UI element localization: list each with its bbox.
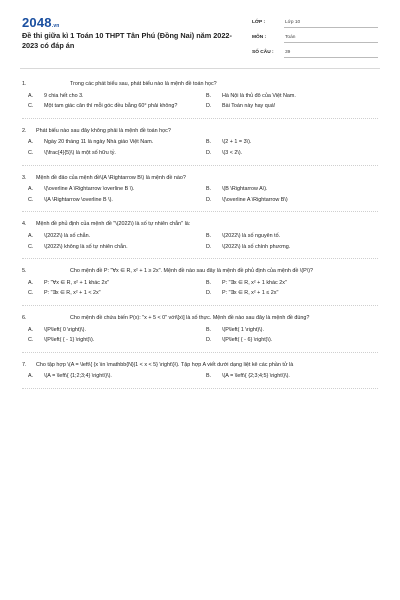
option-letter: A. bbox=[28, 373, 34, 380]
option-text: \(\overline A \Rightarrow B\) bbox=[222, 196, 288, 203]
answer-option[interactable] bbox=[200, 197, 378, 205]
question-header bbox=[22, 268, 378, 276]
answer-option[interactable] bbox=[200, 150, 378, 158]
question-header bbox=[22, 315, 378, 323]
option-letter: C. bbox=[28, 103, 34, 110]
answer-option[interactable] bbox=[22, 327, 200, 335]
option-row bbox=[22, 186, 378, 194]
option-letter: B. bbox=[206, 186, 212, 193]
question-number: 6. bbox=[22, 314, 27, 321]
option-letter: C. bbox=[28, 149, 34, 156]
option-text: \(P\left( { - 1} \right)\). bbox=[44, 337, 95, 344]
question-text: Cho tập hợp \(A = \left\{ {x \in \mathbb{N}|1 < x < 5} \right\}\). Tập hợp A viết dưới dạng liệt kê các phần tử là bbox=[36, 361, 294, 368]
answer-option[interactable] bbox=[22, 233, 200, 241]
question-item bbox=[22, 362, 378, 389]
option-row bbox=[22, 327, 378, 335]
option-letter: A. bbox=[28, 279, 34, 286]
answer-option[interactable] bbox=[200, 233, 378, 241]
answer-option[interactable] bbox=[200, 244, 378, 252]
option-letter: C. bbox=[28, 196, 34, 203]
option-text: \(2 + 1 = 3\). bbox=[222, 139, 252, 146]
option-row bbox=[22, 233, 378, 241]
answer-option[interactable] bbox=[22, 93, 200, 101]
option-text: \(\overline A \Rightarrow \overline B \). bbox=[44, 186, 135, 193]
option-text: P: "∃x ∈ R, x² + 1 < 2x" bbox=[44, 290, 101, 297]
option-letter: D. bbox=[206, 149, 212, 156]
option-row bbox=[22, 373, 378, 381]
meta-value: Lớp 10 bbox=[284, 18, 378, 28]
question-number: 5. bbox=[22, 268, 27, 275]
site-logo[interactable] bbox=[22, 15, 60, 30]
option-row bbox=[22, 197, 378, 205]
answer-option[interactable] bbox=[22, 103, 200, 111]
option-row bbox=[22, 244, 378, 252]
answer-option[interactable] bbox=[200, 280, 378, 288]
answer-option[interactable] bbox=[22, 280, 200, 288]
option-letter: B. bbox=[206, 139, 212, 146]
meta-label: SỐ CÂU : bbox=[252, 50, 274, 55]
option-row bbox=[22, 93, 378, 101]
question-item bbox=[22, 268, 378, 306]
option-letter: A. bbox=[28, 139, 34, 146]
option-row bbox=[22, 139, 378, 147]
logo-suffix: .vn bbox=[51, 23, 60, 29]
option-text: Ngày 20 tháng 11 là ngày Nhà giáo Việt Nam. bbox=[44, 139, 154, 146]
option-row bbox=[22, 103, 378, 111]
option-text: Hà Nội là thủ đô của Việt Nam. bbox=[222, 92, 296, 99]
question-text: Cho mệnh đề chứa biến P(x): "x + 5 < 0" với\[x\] là số thực. Mệnh đề nào sau đây là mệnh đề đúng? bbox=[70, 314, 310, 321]
option-letter: A. bbox=[28, 186, 34, 193]
question-header bbox=[22, 221, 378, 229]
header-divider bbox=[20, 68, 380, 69]
option-row bbox=[22, 337, 378, 345]
option-text: P: "∀x ∈ R, x² + 1 khác 2x" bbox=[44, 279, 110, 286]
answer-option[interactable] bbox=[200, 327, 378, 335]
answer-option[interactable] bbox=[22, 244, 200, 252]
option-text: \(A = \left\{ {1;2;3;4} \right\}\). bbox=[44, 373, 112, 380]
page-title: Đề thi giữa kì 1 Toán 10 THPT Tân Phú (Đồng Nai) năm 2022-2023 có đáp án bbox=[22, 31, 232, 50]
answer-option[interactable] bbox=[22, 290, 200, 298]
option-row bbox=[22, 280, 378, 288]
option-text: \(\frac{4}{5}\) là một số hữu tỷ. bbox=[44, 149, 116, 156]
meta-row-class bbox=[252, 15, 378, 30]
option-text: \(2022\) là số nguyên tố. bbox=[222, 232, 281, 239]
question-number: 4. bbox=[22, 221, 27, 228]
question-list bbox=[22, 81, 378, 398]
meta-label: MÔN : bbox=[252, 35, 267, 40]
answer-option[interactable] bbox=[22, 197, 200, 205]
option-text: \(2022\) là số chính phương. bbox=[222, 243, 291, 250]
option-letter: D. bbox=[206, 290, 212, 297]
question-item bbox=[22, 81, 378, 119]
meta-value: 39 bbox=[284, 48, 378, 58]
question-text: Trong các phát biểu sau, phát biểu nào là mệnh đề toán học? bbox=[70, 81, 217, 87]
answer-option[interactable] bbox=[200, 93, 378, 101]
question-header bbox=[22, 175, 378, 183]
meta-label: LỚP : bbox=[252, 20, 266, 25]
answer-option[interactable] bbox=[200, 103, 378, 111]
question-text: Cho mệnh đề P: "∀x ∈ R, x² + 1 ≥ 2x". Mệnh đề nào sau đây là mệnh đề phủ định của mệnh đề \(P\)? bbox=[70, 268, 314, 275]
question-number: 3. bbox=[22, 174, 27, 181]
option-text: \(A = \left\{ {2;3;4;5} \right\}\). bbox=[222, 373, 290, 380]
question-item bbox=[22, 128, 378, 166]
option-text: \(P\left( { - 6} \right)\). bbox=[222, 337, 273, 344]
question-number: 2. bbox=[22, 127, 27, 134]
option-text: \(B \Rightarrow A\). bbox=[222, 186, 268, 193]
option-letter: D. bbox=[206, 196, 212, 203]
answer-option[interactable] bbox=[22, 150, 200, 158]
question-header bbox=[22, 362, 378, 370]
answer-option[interactable] bbox=[200, 373, 378, 381]
option-text: Bài Toán này hay quá! bbox=[222, 103, 276, 110]
option-row bbox=[22, 290, 378, 298]
answer-option[interactable] bbox=[200, 290, 378, 298]
option-letter: C. bbox=[28, 290, 34, 297]
option-letter: B. bbox=[206, 232, 212, 239]
option-row bbox=[22, 150, 378, 158]
option-letter: D. bbox=[206, 337, 212, 344]
answer-option[interactable] bbox=[200, 139, 378, 147]
logo-text: 2048 bbox=[22, 15, 52, 30]
meta-row-count bbox=[252, 45, 378, 60]
option-letter: D. bbox=[206, 103, 212, 110]
answer-option[interactable] bbox=[22, 373, 200, 381]
option-letter: A. bbox=[28, 232, 34, 239]
option-letter: D. bbox=[206, 243, 212, 250]
question-header bbox=[22, 81, 378, 89]
option-text: \(2022\) không là số tự nhiên chẵn. bbox=[44, 243, 128, 250]
question-text: Phát biểu nào sau đây không phải là mệnh đề toán học? bbox=[36, 127, 171, 134]
option-text: 9 chia hết cho 3. bbox=[44, 92, 84, 99]
answer-option[interactable] bbox=[22, 139, 200, 147]
option-text: \(P\left( 1 \right)\). bbox=[222, 326, 264, 333]
option-text: P: "∃x ∈ R, x² + 1 ≤ 2x" bbox=[222, 290, 279, 297]
question-header bbox=[22, 128, 378, 136]
option-letter: A. bbox=[28, 326, 34, 333]
answer-option[interactable] bbox=[200, 186, 378, 194]
option-text: \(P\left( 0 \right)\). bbox=[44, 326, 86, 333]
meta-value: Toán bbox=[284, 33, 378, 43]
option-letter: A. bbox=[28, 92, 34, 99]
question-text: Mệnh đề phủ định của mệnh đề "\(2022\) là số tự nhiên chẵn" là: bbox=[36, 221, 191, 228]
option-letter: C. bbox=[28, 243, 34, 250]
option-text: \(A \Rightarrow \overline B \). bbox=[44, 196, 113, 203]
option-text: Một tam giác cân thì mỗi góc đều bằng 60° phải không? bbox=[44, 103, 178, 110]
option-text: \(3 < 2\). bbox=[222, 149, 243, 156]
answer-option[interactable] bbox=[200, 337, 378, 345]
question-item bbox=[22, 315, 378, 353]
option-letter: B. bbox=[206, 326, 212, 333]
option-letter: B. bbox=[206, 373, 212, 380]
meta-row-subject bbox=[252, 30, 378, 45]
option-text: P: "∃x ∈ R, x² + 1 khác 2x" bbox=[222, 279, 287, 286]
option-text: \(2022\) là số chẵn. bbox=[44, 232, 91, 239]
exam-meta bbox=[252, 15, 378, 60]
question-number: 1. bbox=[22, 81, 27, 87]
question-text: Mệnh đề đảo của mệnh đề\(A \Rightarrow B\) là mệnh đề nào? bbox=[36, 174, 186, 181]
option-letter: B. bbox=[206, 92, 212, 99]
answer-option[interactable] bbox=[22, 337, 200, 345]
question-item bbox=[22, 175, 378, 213]
answer-option[interactable] bbox=[22, 186, 200, 194]
question-item bbox=[22, 221, 378, 259]
option-letter: B. bbox=[206, 279, 212, 286]
option-letter: C. bbox=[28, 337, 34, 344]
question-number: 7. bbox=[22, 361, 27, 368]
